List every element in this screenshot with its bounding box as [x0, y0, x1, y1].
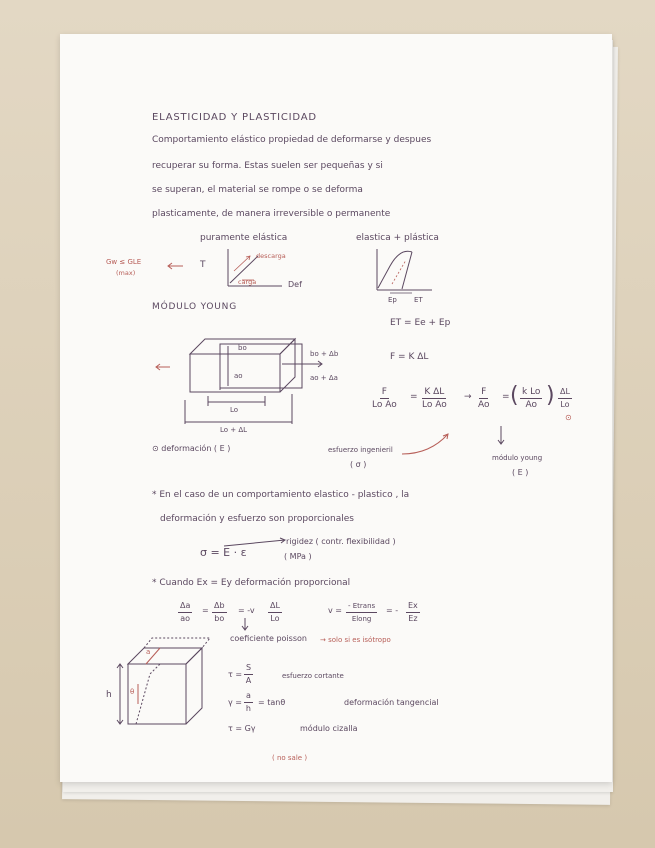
fraction-s-a — [244, 662, 253, 687]
rigidity-label: rigidez ( contr. flexibilidad ) — [286, 537, 396, 546]
intro-line-4: plasticamente, de manera irreversible o permanente — [152, 209, 391, 219]
fraction-strain — [558, 386, 572, 411]
fraction-denominator: Ez — [408, 614, 418, 623]
right-paren: ) — [546, 383, 555, 408]
fraction-k-dl — [422, 386, 447, 411]
circle-mark: ⊙ — [565, 413, 572, 422]
fraction-force-area — [372, 386, 397, 411]
fraction-delta-a — [178, 600, 192, 625]
deformation-label: ⊙ deformación ( E ) — [152, 444, 231, 453]
fraction-delta-l — [268, 600, 282, 625]
nu-equals: v = — [328, 606, 342, 615]
a0-label: ao — [234, 372, 243, 380]
fraction-numerator: S — [244, 662, 253, 675]
loading-label: carga — [238, 278, 257, 286]
fraction-denominator: bo — [214, 614, 225, 623]
case1-line-2: deformación y esfuerzo son proporcionales — [160, 514, 354, 524]
young-heading: MÓDULO YOUNG — [152, 302, 237, 312]
fraction-denominator: ao — [180, 614, 191, 623]
tan-theta: = tanθ — [258, 698, 286, 707]
fraction-denominator: Lo Ao — [422, 400, 447, 410]
theta-label: θ — [130, 688, 135, 696]
stress-axis-label: T — [200, 260, 206, 270]
fraction-denominator: Lo Ao — [372, 400, 397, 410]
fraction-denominator: Lo — [270, 614, 280, 623]
unloading-label: descarga — [256, 252, 286, 260]
plastic-graph-title: elastica + plástica — [356, 233, 439, 243]
young-modulus-label: módulo young — [492, 454, 543, 462]
shear-modulus-equation: τ = Gγ — [228, 724, 256, 733]
fraction-numerator: K ΔL — [424, 387, 445, 397]
young-arrow — [498, 426, 504, 444]
shear-strain-desc: deformación tangencial — [344, 698, 439, 707]
b0-label: bo — [238, 344, 247, 352]
fraction-denominator: Ao — [525, 400, 537, 410]
notebook-page — [60, 34, 612, 782]
fraction-numerator: F — [381, 387, 387, 397]
equals-minus: = - — [386, 606, 399, 615]
fraction-a-h — [244, 690, 253, 715]
not-included-note: ( no sale ) — [272, 754, 308, 762]
side-note-condition: Gw ≤ GLE — [106, 258, 142, 266]
fraction-etrans-elong — [346, 600, 377, 625]
gamma-prefix: γ = — [228, 698, 242, 707]
case1-line-1: * En el caso de un comportamiento elastico - plastico , la — [152, 490, 410, 500]
minus-nu: = -v — [238, 606, 255, 615]
l-delta-label: Lo + ΔL — [220, 426, 248, 434]
strain-sum-equation: ET = Ee + Ep — [390, 318, 451, 328]
fraction-numerator: Ex — [406, 600, 420, 613]
equals-sign: = — [410, 392, 418, 402]
side-note-max: (max) — [116, 269, 136, 277]
tau-prefix: τ = — [228, 670, 243, 679]
fraction-ex-ez — [406, 600, 420, 625]
fraction-delta-b — [212, 600, 227, 625]
fraction-numerator: ΔL — [558, 386, 572, 399]
total-strain-label: ET — [414, 296, 423, 304]
poisson-label: coeficiente poisson — [230, 634, 307, 643]
deformation-axis-label: Def — [288, 280, 302, 289]
fraction-denominator: h — [245, 704, 251, 713]
stress-symbol: ( σ ) — [350, 460, 367, 469]
fraction-k-lo-ao — [520, 386, 542, 411]
fraction-denominator: Lo — [560, 400, 570, 409]
height-label: h — [106, 690, 112, 700]
l0-label: Lo — [230, 406, 239, 414]
fraction-numerator: Δb — [212, 600, 227, 613]
equals-sign: = — [202, 606, 209, 615]
fraction-denominator: A — [245, 676, 252, 685]
elastic-graph-title: puramente elástica — [200, 233, 288, 243]
fraction-stress — [478, 386, 490, 411]
fraction-numerator: a — [244, 690, 253, 703]
intro-line-2: recuperar su forma. Estas suelen ser pequeñas y si — [152, 161, 383, 171]
units-label: ( MPa ) — [284, 552, 312, 561]
stress-strain-equation: σ = E · ε — [200, 546, 247, 559]
shear-cube — [117, 638, 210, 724]
poisson-arrow — [242, 618, 248, 630]
poisson-note: → solo si es isótropo — [320, 636, 391, 644]
hooke-equation: F = K ΔL — [390, 352, 429, 362]
fraction-numerator: - Etrans — [346, 600, 377, 613]
shear-stress-desc: esfuerzo cortante — [282, 672, 344, 680]
young-modulus-symbol: ( E ) — [512, 468, 529, 477]
left-paren: ( — [510, 383, 519, 408]
implies-arrow: → — [464, 392, 472, 402]
fraction-denominator: Elong — [351, 615, 372, 623]
fraction-numerator: k Lo — [522, 387, 541, 397]
a-delta-label: ao + Δa — [310, 374, 338, 382]
fraction-numerator: Δa — [178, 600, 192, 613]
b-delta-label: bo + Δb — [310, 350, 339, 358]
intro-line-1: Comportamiento elástico propiedad de deformarse y despues — [152, 135, 432, 145]
equals-sign: = — [502, 392, 510, 402]
case2-line-1: * Cuando Ex = Ey deformación proporcional — [152, 578, 351, 588]
plastic-strain-label: Ep — [388, 296, 397, 304]
stress-arrow — [402, 434, 448, 454]
intro-line-3: se superan, el material se rompe o se deforma — [152, 185, 363, 195]
fraction-denominator: Ao — [478, 400, 490, 410]
fraction-numerator: ΔL — [268, 600, 282, 613]
page-title: ELASTICIDAD Y PLASTICIDAD — [152, 112, 317, 123]
stress-label: esfuerzo ingenieril — [328, 446, 393, 454]
displacement-label: a — [146, 648, 151, 656]
plastic-graph — [377, 249, 432, 293]
fraction-numerator: F — [481, 387, 487, 397]
shear-modulus-desc: módulo cizalla — [300, 724, 358, 733]
